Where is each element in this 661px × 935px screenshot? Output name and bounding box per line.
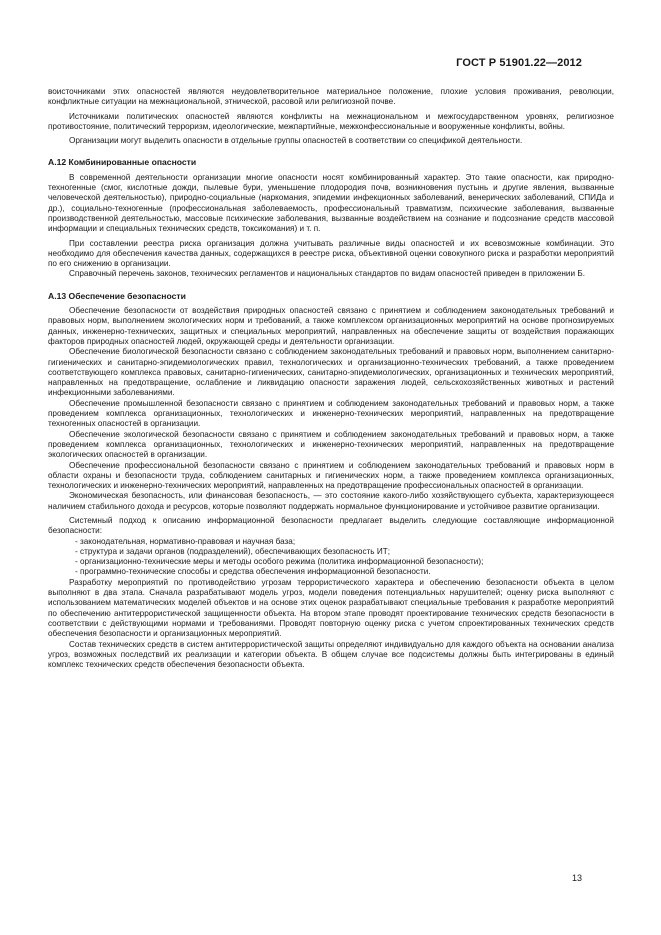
- page-number: 13: [571, 873, 582, 883]
- paragraph: Разработку мероприятий по противодействию угрозам террористического характера и обеспечению безопасности объекта в целом выполняют в два этапа. Сначала разрабатывают модель угроз, модели поведения потенциальных нарушителей; оценку риска выполняют с использованием математических моделей объектов и на основе этих оценок разрабатывают специальные требования к разработке мероприятий по обеспечению антитеррористической защищенности объекта. На втором этапе проводят проектирование технических средств безопасности в соответствии с действующими нормами и требованиями. Проводят повторную оценку риска с учетом спроектированных технических средств обеспечения безопасности и организационных мероприятий.: [48, 577, 614, 639]
- paragraph: Обеспечение экологической безопасности связано с принятием и соблюдением законодательных требований и правовых норм, а также проведением комплекса организационных, технологических и инженерно-технических мероприятий, направленных на предотвращение экологических опасностей в организации.: [48, 429, 614, 460]
- infosec-components-list: [48, 537, 614, 578]
- list-item: - программно-технические способы и средства обеспечения информационной безопасности.: [75, 567, 431, 577]
- paragraph: Справочный перечень законов, технических регламентов и национальных стандартов по видам опасностей приведен в приложении Б.: [69, 269, 585, 279]
- paragraph: Обеспечение безопасности от воздействия природных опасностей связано с принятием и соблюдением законодательных требований и правовых норм, выполнением экологических норм и требований, а также комплексом организационных мероприятий на основе прогнозируемых данных, инженерно-технических, защитных и специальных мероприятий, направленных на обеспечение защиты от воздействия поражающих факторов природных опасностей людей, окружающей среды и деятельности организации.: [48, 306, 614, 346]
- paragraph: Обеспечение промышленной безопасности связано с принятием и соблюдением законодательных требований и правовых норм, а также проведением комплекса организационных, технологических и инженерно-технических мероприятий, направленных на предотвращение техногенных опасностей в организации.: [48, 398, 614, 429]
- paragraph: Источниками политических опасностей являются конфликты на межнациональном и межгосударственном уровнях, религиозное противостояние, политический терроризм, идеологические, межпартийные, межконфессиональные и вооруженные конфликты, войны.: [48, 111, 614, 131]
- paragraph: Организации могут выделить опасности в отдельные группы опасностей в соответствии со спецификой деятельности.: [69, 136, 523, 146]
- paragraph: воисточниками этих опасностей являются неудовлетворительное материальное положение, плохие условия проживания, революции, конфликтные ситуации на межнациональной, этнической, расовой или религиозной почве.: [48, 87, 614, 107]
- list-item: - структура и задачи органов (подразделений), обеспечивающих безопасность ИТ;: [75, 546, 390, 556]
- paragraph: Системный подход к описанию информационной безопасности предлагает выделить следующие составляющие информационной безопасности:: [48, 515, 614, 536]
- paragraph: При составлении реестра риска организация должна учитывать различные виды опасностей и их всевозможные комбинации. Это необходимо для обеспечения качества данных, содержащихся в реестре риска, объективной оценки совокупного риска и разработки мероприятий по его снижению в организации.: [48, 238, 614, 269]
- paragraph: В современной деятельности организации многие опасности носят комбинированный характер. Это такие опасности, как природно-техногенные (смог, кислотные дожди, пылевые бури, уменьшение плодородия почв, возникновения пустынь и другие явления, вызванные человеческой деятельностью), природно-социальные (наркомания, эпидемии инфекционных заболеваний, венерических заболеваний, СПИДа и др.), социально-техногенные (профессиональная заболеваемость, профессиональный травматизм, психические заболевания, вызванные производственной деятельностью, массовые психические заболевания, вызванные воздействием на сознание и подсознание средств массовой информации и специальных технических средств, токсикомания) и т. п.: [48, 172, 614, 234]
- section-heading-a13: А.13 Обеспечение безопасности: [48, 290, 186, 301]
- document-body: [48, 87, 614, 670]
- paragraph: Состав технических средств в систем антитеррористической защиты определяют индивидуально для каждого объекта на основании анализа угроз, возможных последствий их реализации и категории объекта. В общем случае все подсистемы должны быть интегрированы в единый комплекс технических средств обеспечения безопасности объекта.: [48, 639, 614, 670]
- paragraph: Обеспечение биологической безопасности связано с соблюдением законодательных требований и правовых норм, выполнением санитарно-гигиенических и санитарно-эпидемиологических правил, технологических и организационно-технических требований, а также проведением соответствующего комплекса правовых, санитарно-гигиенических, санитарно-эпидемиологических, организационных и технических мероприятий, направленных на предотвращение, ослабление и ликвидацию опасности заражения людей, сельскохозяйственных животных и растений инфекционными заболеваниями.: [48, 347, 614, 398]
- section-heading-a12: А.12 Комбинированные опасности: [48, 157, 197, 168]
- list-item: - законодательная, нормативно-правовая и научная база;: [75, 536, 296, 546]
- paragraph: Экономическая безопасность, или финансовая безопасность, — это состояние какого-либо хозяйствующего субъекта, характеризующееся наличием стабильного дохода и ресурсов, которые позволяют поддержать нормальное функционирование и устойчивое развитие организации.: [48, 491, 614, 511]
- paragraph: Обеспечение профессиональной безопасности связано с принятием и соблюдением законодательных требований и правовых норм в области охраны и безопасности труда, соблюдением санитарных и гигиенических норм, а также проведением комплекса организационных, технологических и инженерно-технических мероприятий, направленных на предотвращение профессиональных опасностей в организации.: [48, 460, 614, 491]
- list-item: - организационно-технические меры и методы особого режима (политика информационной безопасности);: [75, 557, 484, 567]
- document-header-id: ГОСТ Р 51901.22—2012: [456, 57, 582, 69]
